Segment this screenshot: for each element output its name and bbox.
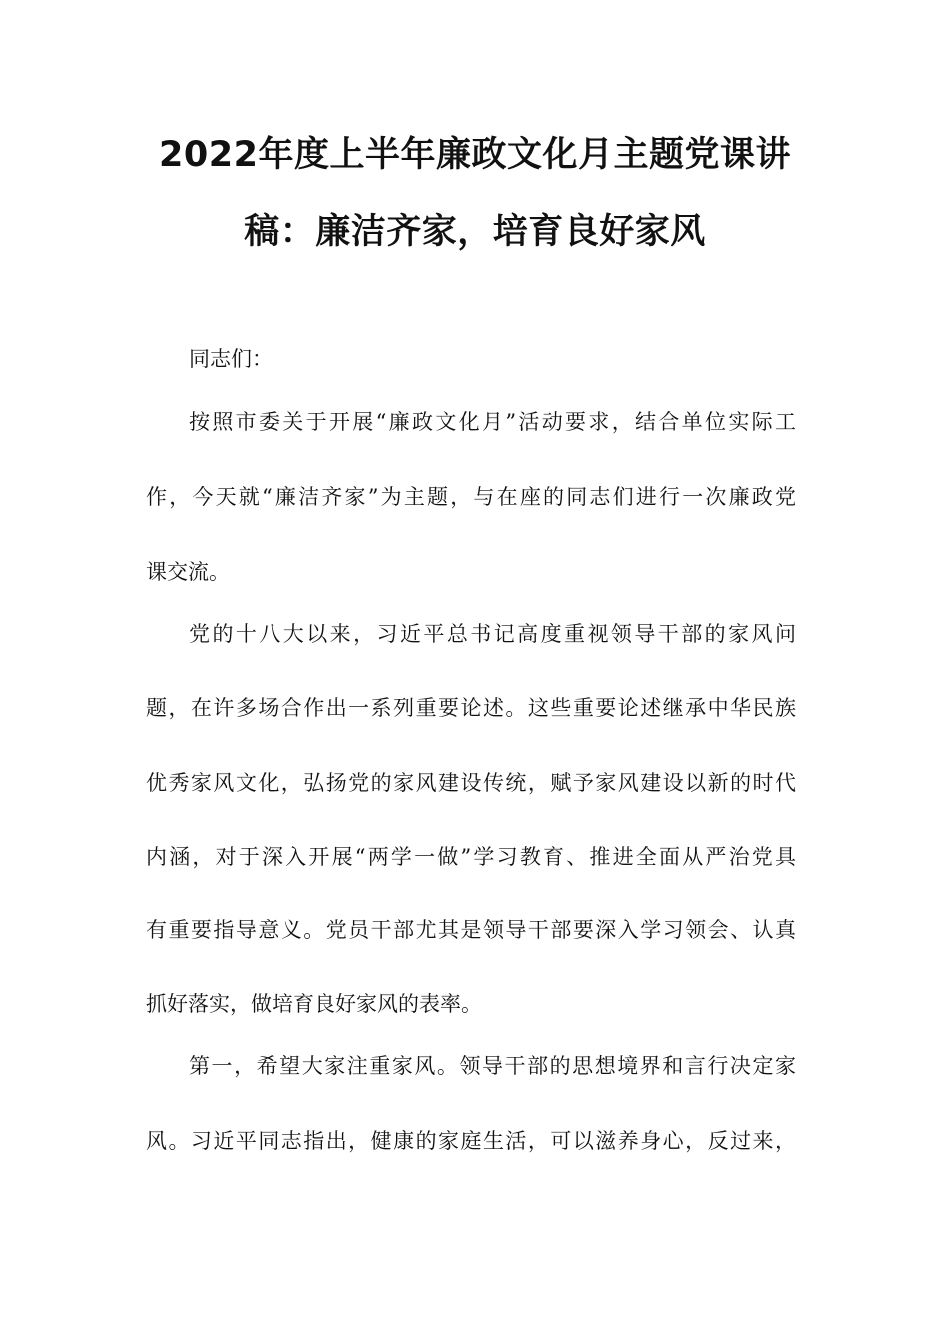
paragraph-line: 作，今天就“廉洁齐家”为主题，与在座的同志们进行一次廉政党 — [146, 485, 796, 509]
paragraph-line: 抓好落实，做培育良好家风的表率。 — [146, 992, 482, 1016]
paragraph-line: 党的十八大以来，习近平总书记高度重视领导干部的家风问 — [189, 622, 796, 646]
paragraph-line: 题，在许多场合作出一系列重要论述。这些重要论述继承中华民族 — [146, 696, 796, 720]
paragraph-line: 第一，希望大家注重家风。领导干部的思想境界和言行决定家 — [189, 1054, 796, 1078]
paragraph-line: 课交流。 — [146, 560, 230, 584]
paragraph-line: 按照市委关于开展“廉政文化月”活动要求，结合单位实际工 — [189, 410, 796, 434]
document-title-line-2: 稿：廉洁齐家，培育良好家风 — [244, 212, 706, 252]
paragraph-line: 优秀家风文化，弘扬党的家风建设传统，赋予家风建设以新的时代 — [146, 771, 796, 795]
salutation: 同志们： — [189, 347, 273, 371]
paragraph-line: 内涵，对于深入开展“两学一做”学习教育、推进全面从严治党具 — [146, 845, 796, 869]
document-title-line-1: 2022年度上半年廉政文化月主题党课讲 — [159, 135, 791, 175]
paragraph-line: 风。习近平同志指出，健康的家庭生活，可以滋养身心，反过来， — [146, 1129, 796, 1153]
paragraph-line: 有重要指导意义。党员干部尤其是领导干部要深入学习领会、认真 — [146, 918, 796, 942]
